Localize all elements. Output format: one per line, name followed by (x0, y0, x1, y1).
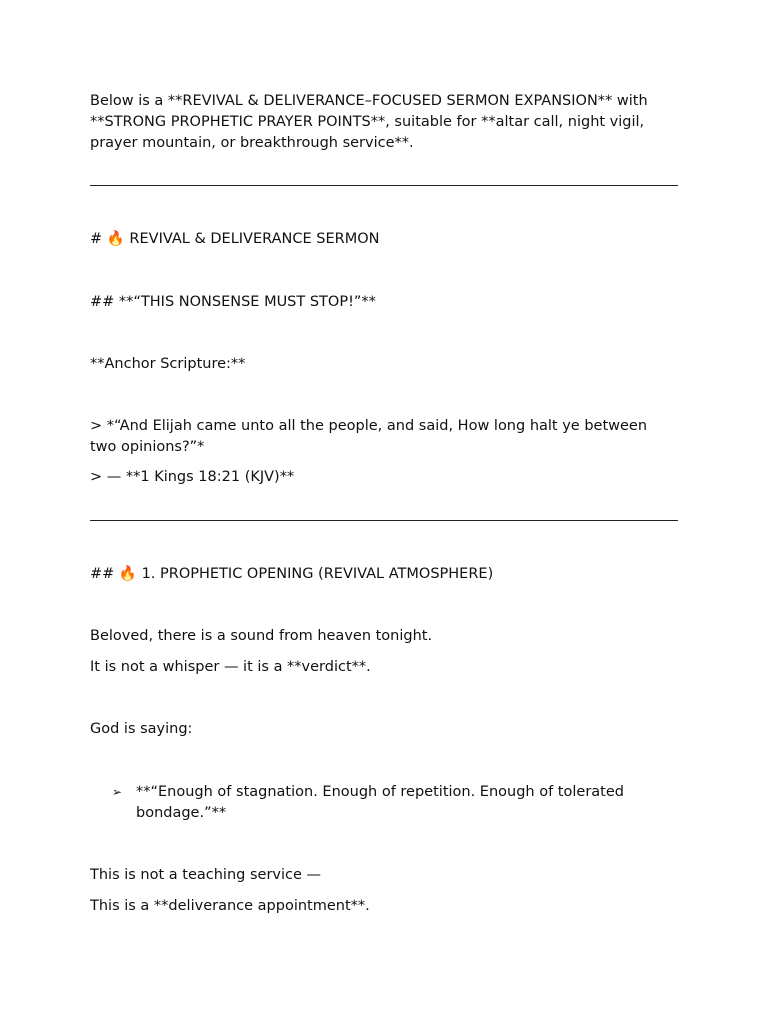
anchor-scripture-label: **Anchor Scripture:** (90, 356, 246, 372)
arrow-bullet-icon: ➢ (112, 785, 123, 799)
sermon-heading: # 🔥 REVIVAL & DELIVERANCE SERMON (90, 231, 380, 247)
sermon-title: ## **“THIS NONSENSE MUST STOP!”** (90, 294, 376, 310)
horizontal-rule (90, 520, 678, 521)
paragraph-line: Beloved, there is a sound from heaven tonight. (90, 628, 433, 644)
intro-paragraph: Below is a **REVIVAL & DELIVERANCE–FOCUSED SERMON EXPANSION** with **STRONG PROPHETIC PRAYER POINTS**, suitable for **altar call, night vigil, prayer mountain, or breakthrough service**. (90, 93, 648, 151)
horizontal-rule (90, 185, 678, 186)
paragraph-line: This is not a teaching service — (90, 867, 322, 883)
paragraph-line: This is a **deliverance appointment**. (90, 898, 370, 914)
list-item-text: **“Enough of stagnation. Enough of repetition. Enough of tolerated bondage.”** (136, 784, 624, 821)
section-heading: ## 🔥 1. PROPHETIC OPENING (REVIVAL ATMOSPHERE) (90, 566, 494, 582)
scripture-reference: > — **1 Kings 18:21 (KJV)** (90, 469, 295, 485)
scripture-quote: > *“And Elijah came unto all the people, and said, How long halt ye between two opinions?”* (90, 418, 648, 455)
paragraph-line: It is not a whisper — it is a **verdict**. (90, 659, 371, 675)
paragraph-line: God is saying: (90, 721, 193, 737)
